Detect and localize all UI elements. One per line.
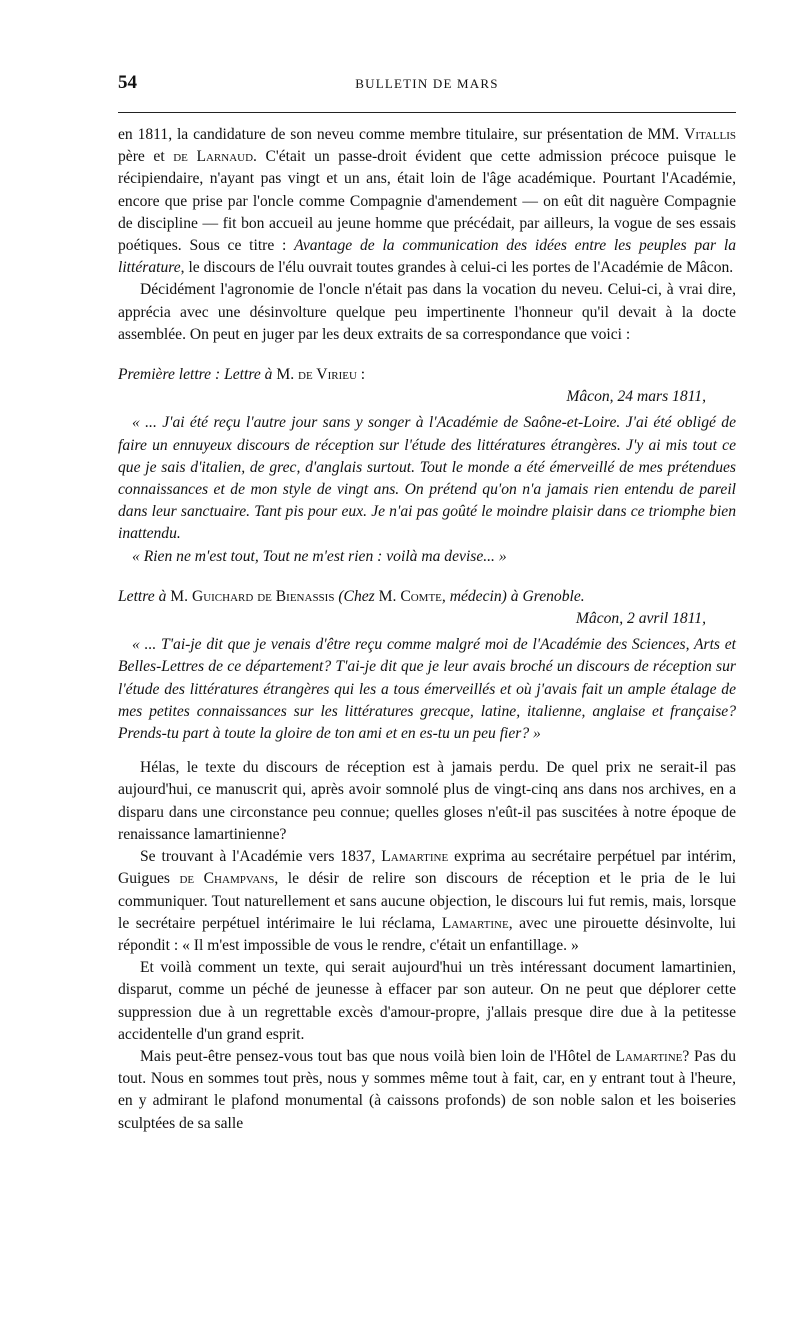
letter-2-date: Mâcon, 2 avril 1811, [575, 610, 706, 628]
header-rule [118, 112, 736, 113]
letter-1-heading: Première lettre : Lettre à M. de Virieu : [118, 366, 366, 384]
body-text [118, 124, 736, 1135]
letter-1-date: Mâcon, 24 mars 1811, [566, 388, 706, 406]
letter-1-body: « ... J'ai été reçu l'autre jour sans y songer à l'Académie de Saône-et-Loire. J'ai été obligé de faire un ennuyeux discours de réception sur l'étude des littératures étrangères. J'y ai mis tout ce que je sais d'italien, de grec, d'anglais surtout. Tout le monde a été émerveillé de mes prétendues connaissances et de mon style de vingt ans. On prétend qu'on n'a jamais rien entendu de pareil dans leur sanctuaire. Tant pis pour eux. Je n'ai pas goûté le moindre plaisir dans ce triomphe bien inattendu. [118, 414, 736, 543]
running-title: BULLETIN DE MARS [355, 76, 499, 91]
paragraph-6: Mais peut-être pensez-vous tout bas que nous voilà bien loin de l'Hôtel de Lamartine? Pas du tout. Nous en sommes tout près, nous y sommes même tout à fait, car, en y entrant tout à l'heure, en y admirant le plafond monumental (à caissons profonds) de son noble salon et les boiseries sculptées de sa salle [118, 1047, 736, 1132]
section-gap [118, 745, 736, 757]
paragraph-2: Décidément l'agronomie de l'oncle n'était pas dans la vocation du neveu. Celui-ci, à vrai dire, apprécia avec une désinvolture quelque peu impertinente l'honneur qu'il devait à la docte assemblée. On peut en juger par les deux extraits de sa correspondance que voici : [118, 281, 736, 343]
paragraph-4: Se trouvant à l'Académie vers 1837, Lamartine exprima au secrétaire perpétuel par intérim, Guigues de Champvans, le désir de relire son discours de réception et le pria de le lui communiquer. Tout naturellement et sans aucune objection, le discours lui fut remis, mais, lorsque le secrétaire perpétuel intérimaire le lui réclama, Lamartine, avec une pirouette désinvolte, lui répondit : « Il m'est impossible de vous le rendre, c'était un enfantillage. » [118, 848, 736, 954]
page-number: 54 [118, 72, 137, 93]
paragraph-5: Et voilà comment un texte, qui serait aujourd'hui un très intéressant document lamartinien, disparut, comme un péché de jeunesse à effacer par son auteur. On ne peut que déplorer cette suppression due à un regrettable excès d'amour-propre, j'allais presque dire due à la petitesse accidentelle d'un grand esprit. [118, 959, 736, 1043]
letter-2-body: « ... T'ai-je dit que je venais d'être reçu comme malgré moi de l'Académie des Sciences, Arts et Belles-Lettres de ce département? T'ai-je dit que je leur avais broché un discours de réception sur l'étude des littératures étrangères qui les a tous émerveillés et où j'avais fait un ample étalage de mes petites connaissances sur les littératures grecque, latine, italienne, anglaise et française? Prends-tu part à toute la gloire de ton ami et en es-tu un peu fier? » [118, 636, 736, 743]
paragraph-1: en 1811, la candidature de son neveu comme membre titulaire, sur présentation de MM. Vitallis père et de Larnaud. C'était un passe-droit évident que cette admission précoce puisque le récipiendaire, n'ayant pas vingt et un ans, était loin de l'âge académique. Pourtant l'Académie, encore que prise par l'oncle comme Compagnie d'amendement — on eût dit naguère Compagnie de discipline — fit bon accueil au jeune homme que précédait, par ailleurs, la vogue de ses essais poétiques. Sous ce titre : Avantage de la communication des idées entre les peuples par la littérature, le discours de l'élu ouvrait toutes grandes à celui-ci les portes de l'Académie de Mâcon. [118, 126, 736, 277]
page-header [118, 72, 736, 100]
letter-2-heading: Lettre à M. Guichard de Bienassis (Chez M. Comte, médecin) à Grenoble. [118, 587, 585, 605]
discourse-title: Avantage de la communication des idées entre les peuples par la littérature [118, 237, 736, 277]
paragraph-3: Hélas, le texte du discours de réception est à jamais perdu. De quel prix ne serait-il pas aujourd'hui, ce manuscrit qui, après avoir somnolé plus de vingt-cinq ans dans nos archives, en a disparu dans une circonstance peu connue; quelles gloses n'eût-il pas suscitées à notre époque de renaissance lamartinienne? [118, 759, 736, 843]
letter-1-motto: « Rien ne m'est tout, Tout ne m'est rien : voilà ma devise... » [132, 547, 507, 565]
